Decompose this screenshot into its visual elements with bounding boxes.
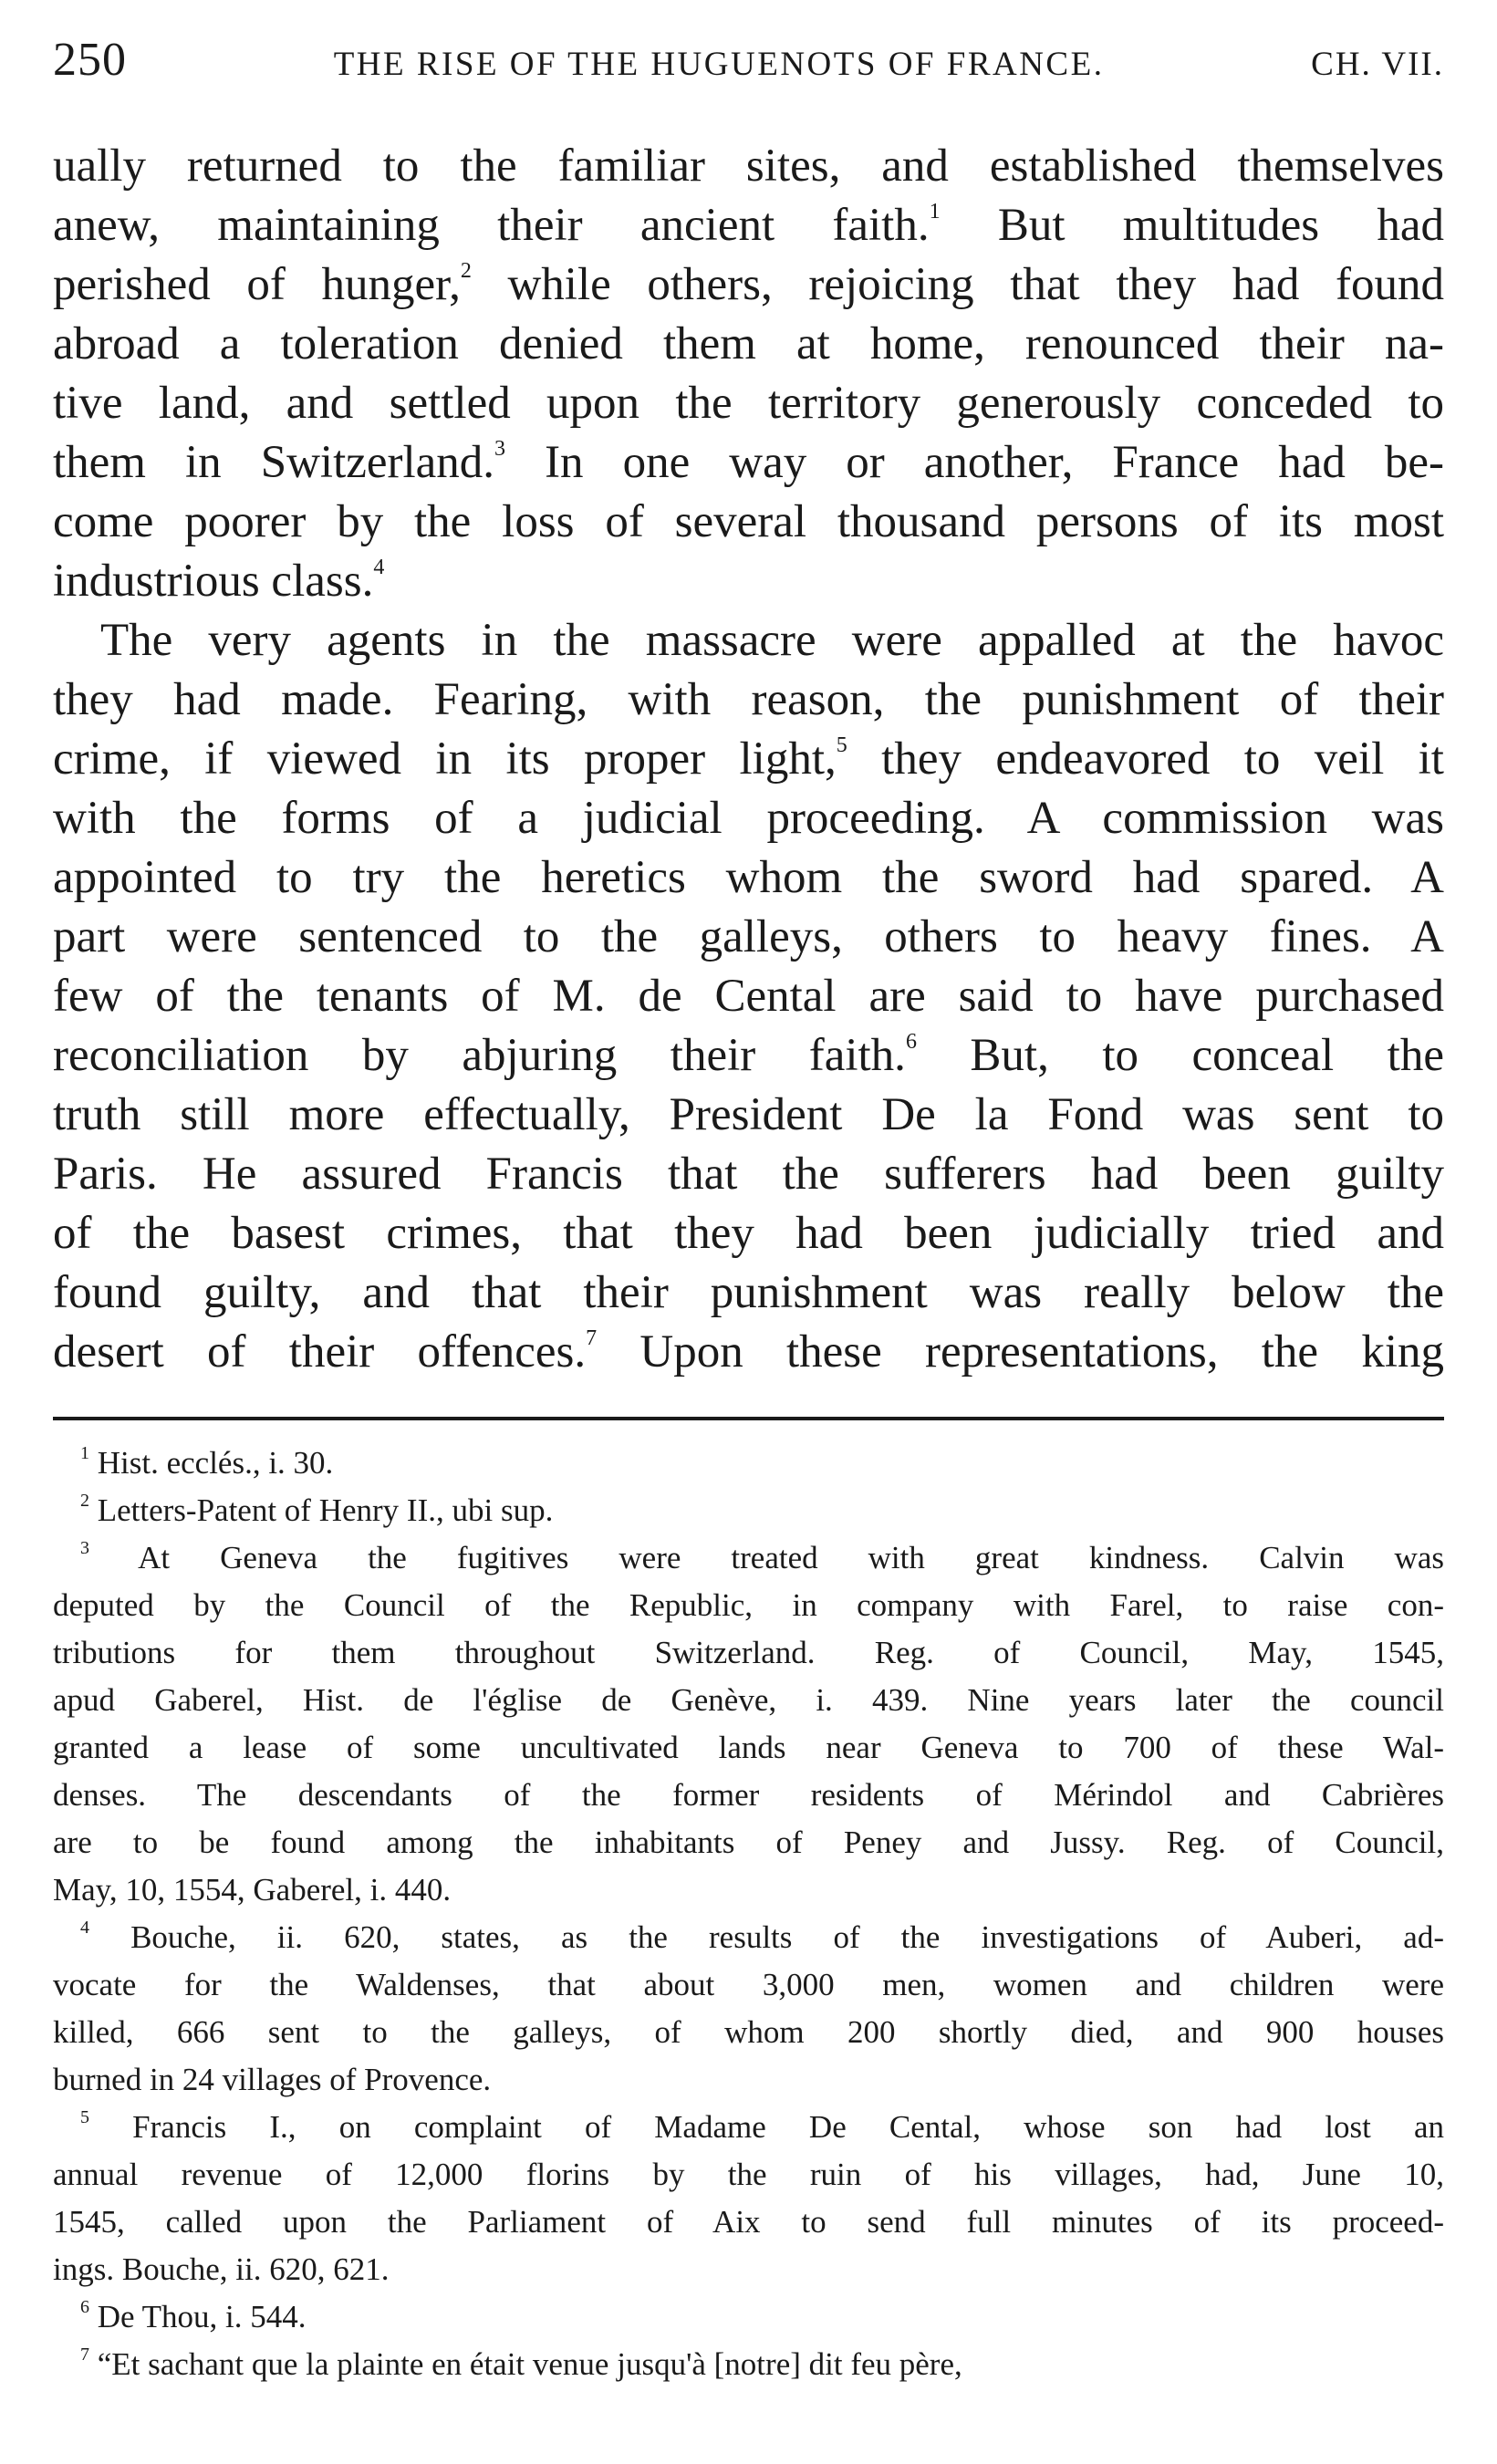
footnote-line (53, 2009, 1444, 2056)
footnote-text: May, 10, 1554, Gaberel, i. 440. (53, 1872, 452, 1908)
text-line-content: The very agents in the massacre were appalled at the havoc (100, 615, 1444, 666)
footnote-text: denses. The descendants of the former residents of Mérindol and Cabrières (53, 1777, 1444, 1813)
footnote-line (53, 1582, 1444, 1629)
footnote-2 (53, 1487, 1444, 1534)
footnote-text: 1545, called upon the Parliament of Aix to send full minutes of its proceed- (53, 2204, 1444, 2240)
text-line (53, 848, 1444, 908)
footnote-line (53, 1866, 1444, 1914)
footnote-line (53, 2246, 1444, 2293)
page-number: 250 (53, 34, 127, 86)
footnote-mark: 6 (80, 2297, 89, 2317)
footnote-1 (53, 1440, 1444, 1487)
footnotes (53, 1440, 1444, 2388)
text-line-content: anew, maintaining their ancient faith. (53, 200, 930, 251)
text-line (53, 315, 1444, 374)
running-title: THE RISE OF THE HUGUENOTS OF FRANCE. (333, 46, 1105, 83)
text-line-content: truth still more effectually, President De la Fond was sent to (53, 1089, 1444, 1140)
text-line-content: reconciliation by abjuring their faith. (53, 1030, 906, 1081)
text-line (53, 1323, 1444, 1382)
page-header (53, 33, 1444, 106)
text-line (53, 137, 1444, 196)
footnote-mark: 5 (80, 2107, 89, 2127)
text-line-content: few of the tenants of M. de Cental are said to have purchased (53, 971, 1444, 1022)
text-line-content: appointed to try the heretics whom the sword had spared. A (53, 852, 1444, 903)
text-line (53, 374, 1444, 433)
footnote-text: deputed by the Council of the Republic, in company with Farel, to raise con- (53, 1587, 1444, 1623)
footnote-line (53, 1487, 1444, 1534)
text-line (53, 255, 1444, 315)
text-line (53, 1145, 1444, 1204)
footnote-6 (53, 2293, 1444, 2341)
text-line-content: desert of their offences. (53, 1326, 587, 1378)
text-line (53, 493, 1444, 552)
text-line-content: industrious class. (53, 556, 374, 607)
footnote-line (53, 1534, 1444, 1582)
footnote-line (53, 2104, 1444, 2151)
footnote-line (53, 2341, 1444, 2388)
footnote-text: tributions for them throughout Switzerland. Reg. of Council, May, 1545, (53, 1635, 1444, 1670)
text-line-content: Paris. He assured Francis that the sufferers had been guilty (53, 1149, 1444, 1200)
footnote-line (53, 2293, 1444, 2341)
footnote-text: annual revenue of 12,000 florins by the ruin of his villages, had, June 10, (53, 2157, 1444, 2192)
footnote-line (53, 1819, 1444, 1866)
text-line (53, 967, 1444, 1026)
footnote-ref: 2 (460, 259, 472, 283)
text-line-tail: In one way or another, France had be- (505, 437, 1444, 488)
footnote-text: are to be found among the inhabitants of Peney and Jussy. Reg. of Council, (53, 1825, 1444, 1860)
footnote-ref: 6 (905, 1030, 917, 1054)
text-line-content: found guilty, and that their punishment was really below the (53, 1267, 1444, 1318)
text-line (53, 908, 1444, 967)
text-line-content: them in Switzerland. (53, 437, 495, 488)
text-line-content: come poorer by the loss of several thousand persons of its most (53, 496, 1444, 547)
chapter-label: CH. VII. (1311, 46, 1444, 83)
footnote-ref: 4 (373, 556, 385, 579)
footnote-line (53, 1914, 1444, 1961)
footnote-text: “Et sachant que la plainte en était venue jusqu'à [notre] dit feu père, (97, 2346, 962, 2382)
footnote-4 (53, 1914, 1444, 2104)
footnote-text: At Geneva the fugitives were treated with great kindness. Calvin was (138, 1540, 1444, 1575)
footnote-ref: 7 (586, 1326, 598, 1350)
text-line-content: abroad a toleration denied them at home, renounced their na- (53, 318, 1444, 369)
main-text (53, 137, 1444, 1382)
footnote-line (53, 2151, 1444, 2199)
footnote-text: De Thou, i. 544. (97, 2299, 307, 2334)
text-line-tail: But, to conceal the (916, 1030, 1444, 1081)
footnote-mark: 4 (80, 1918, 89, 1938)
text-line-content: tive land, and settled upon the territory generously conceded to (53, 378, 1444, 429)
footnote-ref: 1 (929, 200, 941, 224)
footnote-ref: 3 (494, 437, 506, 461)
text-line (53, 611, 1444, 671)
text-line (53, 1026, 1444, 1086)
text-line-content: of the basest crimes, that they had been judicially tried and (53, 1208, 1444, 1259)
text-line (53, 1204, 1444, 1263)
footnote-text: Letters-Patent of Henry II., ubi sup. (97, 1492, 554, 1528)
text-line (53, 1263, 1444, 1323)
footnote-text: killed, 666 sent to the galleys, of whom 200 shortly died, and 900 houses (53, 2014, 1444, 2050)
footnote-3 (53, 1534, 1444, 1914)
footnote-ref: 5 (836, 733, 847, 757)
footnote-line (53, 1629, 1444, 1677)
footnote-line (53, 1677, 1444, 1724)
footnote-text: apud Gaberel, Hist. de l'église de Genève, i. 439. Nine years later the council (53, 1682, 1444, 1718)
footnote-mark: 2 (80, 1491, 89, 1511)
footnote-text: ings. Bouche, ii. 620, 621. (53, 2251, 390, 2287)
footnote-text: granted a lease of some uncultivated lands near Geneva to 700 of these Wal- (53, 1730, 1444, 1765)
text-line-content: with the forms of a judicial proceeding. A commission was (53, 793, 1444, 844)
text-line-content: crime, if viewed in its proper light, (53, 733, 837, 785)
text-line-tail: while others, rejoicing that they had found (471, 259, 1444, 310)
footnote-text: burned in 24 villages of Provence. (53, 2062, 492, 2097)
text-line (53, 196, 1444, 255)
footnote-7 (53, 2341, 1444, 2388)
text-line-tail: they endeavored to veil it (847, 733, 1444, 785)
text-line (53, 552, 1444, 611)
footnote-line (53, 1772, 1444, 1819)
text-line-content: perished of hunger, (53, 259, 461, 310)
footnote-mark: 7 (80, 2344, 89, 2365)
footnote-line (53, 1724, 1444, 1772)
text-line (53, 789, 1444, 848)
footnote-line (53, 1961, 1444, 2009)
text-line-content: ually returned to the familiar sites, and established themselves (53, 140, 1444, 192)
footnote-text: Hist. ecclés., i. 30. (97, 1445, 334, 1481)
text-line (53, 730, 1444, 789)
text-line (53, 433, 1444, 493)
footnote-line (53, 1440, 1444, 1487)
footnote-5 (53, 2104, 1444, 2293)
footnote-rule (53, 1417, 1444, 1420)
text-line-tail: Upon these representations, the king (597, 1326, 1445, 1378)
text-line-content: they had made. Fearing, with reason, the punishment of their (53, 674, 1444, 725)
footnote-line (53, 2056, 1444, 2104)
footnote-mark: 3 (80, 1538, 89, 1558)
footnote-text: Bouche, ii. 620, states, as the results of the investigations of Auberi, ad- (130, 1919, 1444, 1955)
footnote-text: vocate for the Waldenses, that about 3,000 men, women and children were (53, 1967, 1444, 2002)
text-line (53, 671, 1444, 730)
text-line-content: part were sentenced to the galleys, others to heavy fines. A (53, 911, 1444, 962)
footnote-mark: 1 (80, 1443, 89, 1463)
footnote-text: Francis I., on complaint of Madame De Cental, whose son had lost an (132, 2109, 1445, 2145)
text-line (53, 1086, 1444, 1145)
text-line-tail: But multitudes had (940, 200, 1445, 251)
footnote-line (53, 2199, 1444, 2246)
